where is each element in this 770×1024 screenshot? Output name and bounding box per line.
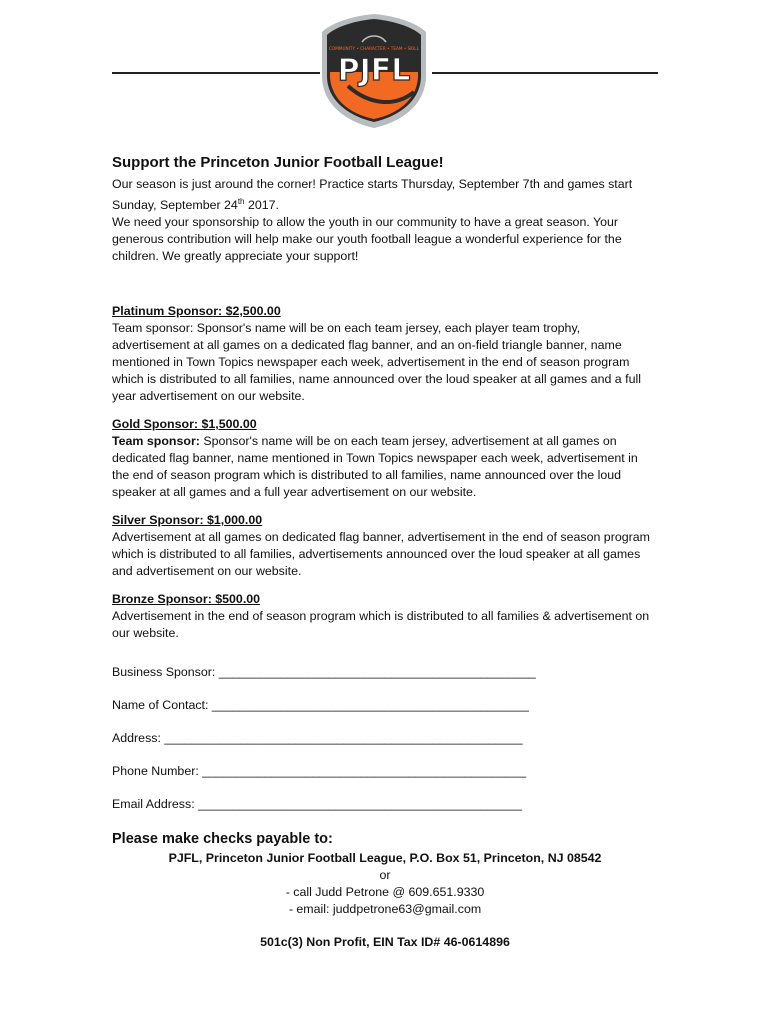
email-address-field[interactable]: Email Address: _______________________________________________ <box>112 797 522 812</box>
payment-title: Please make checks payable to: <box>112 831 333 848</box>
header-rule-right <box>432 72 658 74</box>
payment-address: PJFL, Princeton Junior Football League, P.O. Box 51, Princeton, NJ 08542 <box>168 851 602 866</box>
payment-call: - call Judd Petrone @ 609.651.9330 <box>285 885 485 900</box>
page-title: Support the Princeton Junior Football League! <box>112 154 444 171</box>
intro-paragraph-1 <box>112 176 658 214</box>
phone-number-field[interactable]: Phone Number: _______________________________________________ <box>112 764 527 779</box>
gold-lead: Team sponsor: <box>112 434 200 449</box>
payment-or: or <box>379 868 391 883</box>
document-body <box>112 154 658 951</box>
logo-text: PJFL <box>337 53 411 88</box>
address-field[interactable]: Address: ____________________________________________________ <box>112 731 523 746</box>
header-rule-left <box>112 72 320 74</box>
platinum-text: Team sponsor: Sponsor's name will be on each team jersey, each player team trophy, advertisement at all games on a dedicated flag banner, and an on-field triangle banner, name mentioned in Town Topics newspaper each week, advertisement in the end of season program which is distributed to all families, name announced over the loud speaker at all games and a full year advertisement on our website. <box>112 321 641 404</box>
gold-heading: Gold Sponsor: $1,500.00 <box>112 417 257 432</box>
payment-email: - email: juddpetrone63@gmail.com <box>288 902 482 917</box>
bronze-text: Advertisement in the end of season program which is distributed to all families & advertisement on our website. <box>112 609 650 641</box>
ein-line: 501c(3) Non Profit, EIN Tax ID# 46-0614896 <box>260 935 510 950</box>
platinum-heading: Platinum Sponsor: $2,500.00 <box>112 304 281 319</box>
gold-text: Sponsor's name will be on each team jersey, advertisement at all games on dedicated flag banner, name mentioned in Town Topics newspaper each week, advertisement in the end of season program which is distributed to all families, name announced over the loud speaker at all games and a full year advertisement on our website. <box>112 434 638 500</box>
intro-text: Our season is just around the corner! Practice starts Thursday, September 7th and games start Sunday, September 24 <box>112 177 633 213</box>
bronze-section <box>112 591 658 642</box>
name-of-contact-field[interactable]: Name of Contact: ______________________________________________ <box>112 698 529 713</box>
intro-paragraph-2: We need your sponsorship to allow the youth in our community to have a great season. Your generous contribution will help make our youth football league a wonderful experience for the children. We greatly appreciate your support! <box>112 215 622 264</box>
business-sponsor-field[interactable]: Business Sponsor: ______________________________________________ <box>112 665 536 680</box>
silver-heading: Silver Sponsor: $1,000.00 <box>112 513 263 528</box>
bronze-heading: Bronze Sponsor: $500.00 <box>112 592 261 607</box>
logo-tagline: COMMUNITY • CHARACTER • TEAM • SKILL <box>329 46 419 51</box>
pjfl-logo <box>318 12 430 130</box>
platinum-section <box>112 303 658 405</box>
intro-year: 2017. <box>244 198 279 213</box>
silver-text: Advertisement at all games on dedicated flag banner, advertisement in the end of season program which is distributed to all families, advertisements announced over the loud speaker at all games and advertisement on our website. <box>112 530 650 579</box>
gold-paragraph <box>112 433 658 501</box>
silver-section <box>112 512 658 580</box>
gold-section <box>112 416 658 501</box>
intro-superscript: th <box>237 197 245 206</box>
